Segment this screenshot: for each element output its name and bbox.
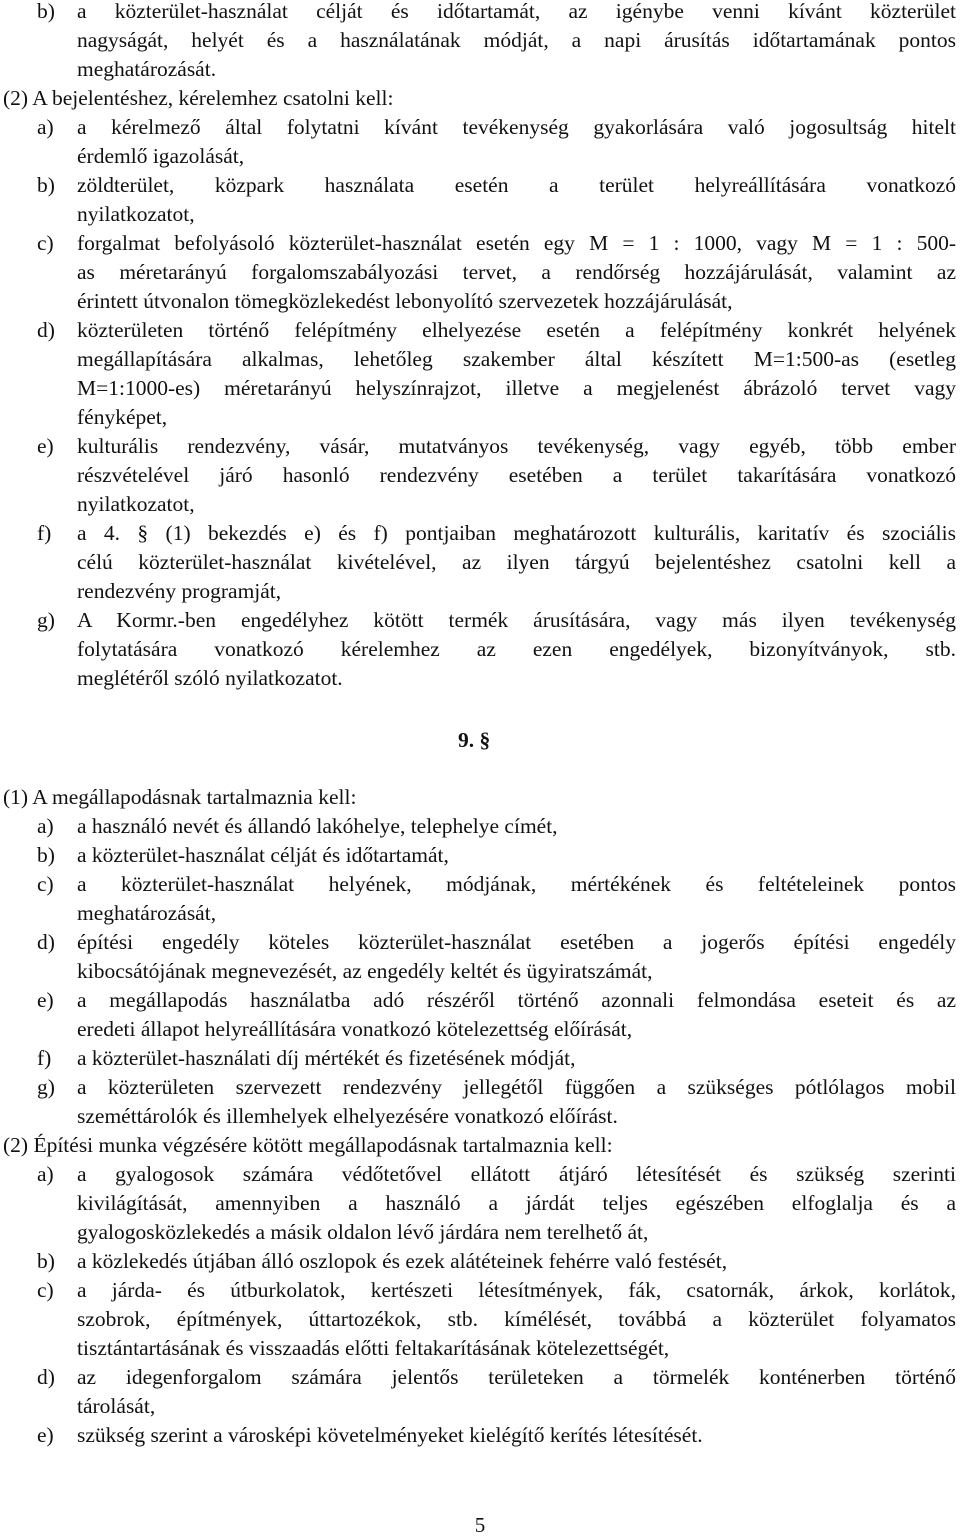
text-line: a közterület-használat helyének, módjának, mértékének és feltételeinek pontos [77, 872, 956, 896]
text-line: a kérelmező által folytatni kívánt tevékenység gyakorlására való jogosultság hitelt [77, 115, 956, 139]
item-label: g) [37, 608, 55, 632]
text-line: fényképet, [77, 405, 168, 429]
text-line: tárolását, [77, 1394, 156, 1418]
text-line: nagyságát, helyét és a használatának módját, a napi árusítás időtartamának pontos [77, 28, 956, 52]
item-label: c) [37, 1278, 54, 1302]
item-label: f) [37, 1046, 52, 1070]
item-label: d) [37, 930, 55, 954]
text-line: az idegenforgalom számára jelentős területeken a törmelék konténerben történő [77, 1365, 956, 1389]
text-line: tisztántartásának és visszaadás előtti feltakarításának kötelezettségét, [77, 1336, 670, 1360]
text-line: kivilágítását, amennyiben a használó a járdát teljes egészében elfoglalja és a [77, 1191, 956, 1215]
text-line: a közterület-használat célját és időtartamát, az igénybe venni kívánt közterület [77, 0, 956, 23]
paragraph-intro: (1) A megállapodásnak tartalmaznia kell: [3, 785, 357, 809]
item-label: e) [37, 988, 54, 1012]
text-line: nyilatkozatot, [77, 492, 195, 516]
item-label: c) [37, 872, 54, 896]
text-line: a gyalogosok számára védőtetővel ellátott átjáró létesítését és szükség szerinti [77, 1162, 956, 1186]
text-line: a közterület-használati díj mértékét és fizetésének módját, [77, 1046, 576, 1070]
text-line: kibocsátójának megnevezését, az engedély keltét és ügyiratszámát, [77, 959, 653, 983]
text-line: szobrok, építmények, úttartozékok, stb. kímélését, továbbá a közterület folyamatos [77, 1307, 956, 1331]
text-line: forgalmat befolyásoló közterület-használat esetén egy M = 1 : 1000, vagy M = 1 : 500- [77, 231, 956, 255]
paragraph-intro: (2) A bejelentéshez, kérelemhez csatolni kell: [3, 86, 394, 110]
text-line: közterületen történő felépítmény elhelyezése esetén a felépítmény konkrét helyének [77, 318, 956, 342]
text-line: as méretarányú forgalomszabályozási tervet, a rendőrség hozzájárulását, valamint az [77, 260, 956, 284]
text-line: meghatározását. [77, 57, 217, 81]
item-label: d) [37, 1365, 55, 1389]
text-line: meghatározását, [77, 901, 217, 925]
page-number: 5 [474, 1513, 486, 1537]
item-label: a) [37, 115, 54, 139]
text-line: a közlekedés útjában álló oszlopok és ezek alátéteinek fehérre való festését, [77, 1249, 728, 1273]
text-line: eredeti állapot helyreállítására vonatkozó kötelezettség előírását, [77, 1017, 633, 1041]
item-label: e) [37, 434, 54, 458]
paragraph-intro: (2) Építési munka végzésére kötött megállapodásnak tartalmaznia kell: [3, 1133, 613, 1157]
item-label: b) [37, 843, 55, 867]
item-label: c) [37, 231, 54, 255]
text-line: szeméttárolók és illemhelyek elhelyezésére vonatkozó előírást. [77, 1104, 618, 1128]
text-line: kulturális rendezvény, vásár, mutatványos tevékenység, vagy egyéb, több ember [77, 434, 956, 458]
text-line: zöldterület, közpark használata esetén a terület helyreállítására vonatkozó [77, 173, 956, 197]
item-label: g) [37, 1075, 55, 1099]
item-label: a) [37, 814, 54, 838]
text-line: folytatására vonatkozó kérelemhez az ezen engedélyek, bizonyítványok, stb. [77, 637, 956, 661]
text-line: a közterület-használat célját és időtartamát, [77, 843, 449, 867]
item-label: b) [37, 0, 55, 23]
text-line: a 4. § (1) bekezdés e) és f) pontjaiban meghatározott kulturális, karitatív és szociális [77, 521, 956, 545]
item-label: b) [37, 1249, 55, 1273]
text-line: rendezvény programját, [77, 579, 282, 603]
text-line: a közterületen szervezett rendezvény jellegétől függően a szükséges pótlólagos mobil [77, 1075, 956, 1099]
item-label: b) [37, 173, 55, 197]
text-line: A Kormr.-ben engedélyhez kötött termék árusítására, vagy más ilyen tevékenység [77, 608, 956, 632]
section-heading: 9. § [458, 728, 491, 752]
text-line: szükség szerint a városképi követelményeket kielégítő kerítés létesítését. [77, 1423, 703, 1447]
text-line: a megállapodás használatba adó részéről történő azonnali felmondása eseteit és az [77, 988, 956, 1012]
text-line: részvételével járó hasonló rendezvény esetében a terület takarítására vonatkozó [77, 463, 956, 487]
item-label: f) [37, 521, 52, 545]
text-line: M=1:1000-es) méretarányú helyszínrajzot, illetve a megjelenést ábrázoló tervet vagy [77, 376, 956, 400]
text-line: megállapítására alkalmas, lehetőleg szakember által készített M=1:500-as (esetleg [77, 347, 956, 371]
text-line: nyilatkozatot, [77, 202, 195, 226]
text-line: meglétéről szóló nyilatkozatot. [77, 666, 343, 690]
item-label: a) [37, 1162, 54, 1186]
text-line: építési engedély köteles közterület-használat esetében a jogerős építési engedély [77, 930, 956, 954]
text-line: érdemlő igazolását, [77, 144, 245, 168]
item-label: d) [37, 318, 55, 342]
text-line: a járda- és útburkolatok, kertészeti létesítmények, fák, csatornák, árkok, korlátok, [77, 1278, 956, 1302]
text-line: gyalogosközlekedés a másik oldalon lévő járdára nem terelhető át, [77, 1220, 649, 1244]
text-line: célú közterület-használat kivételével, az ilyen tárgyú bejelentéshez csatolni kell a [77, 550, 956, 574]
text-line: érintett útvonalon tömegközlekedést lebonyolító szervezetek hozzájárulását, [77, 289, 733, 313]
item-label: e) [37, 1423, 54, 1447]
text-line: a használó nevét és állandó lakóhelye, telephelye címét, [77, 814, 558, 838]
